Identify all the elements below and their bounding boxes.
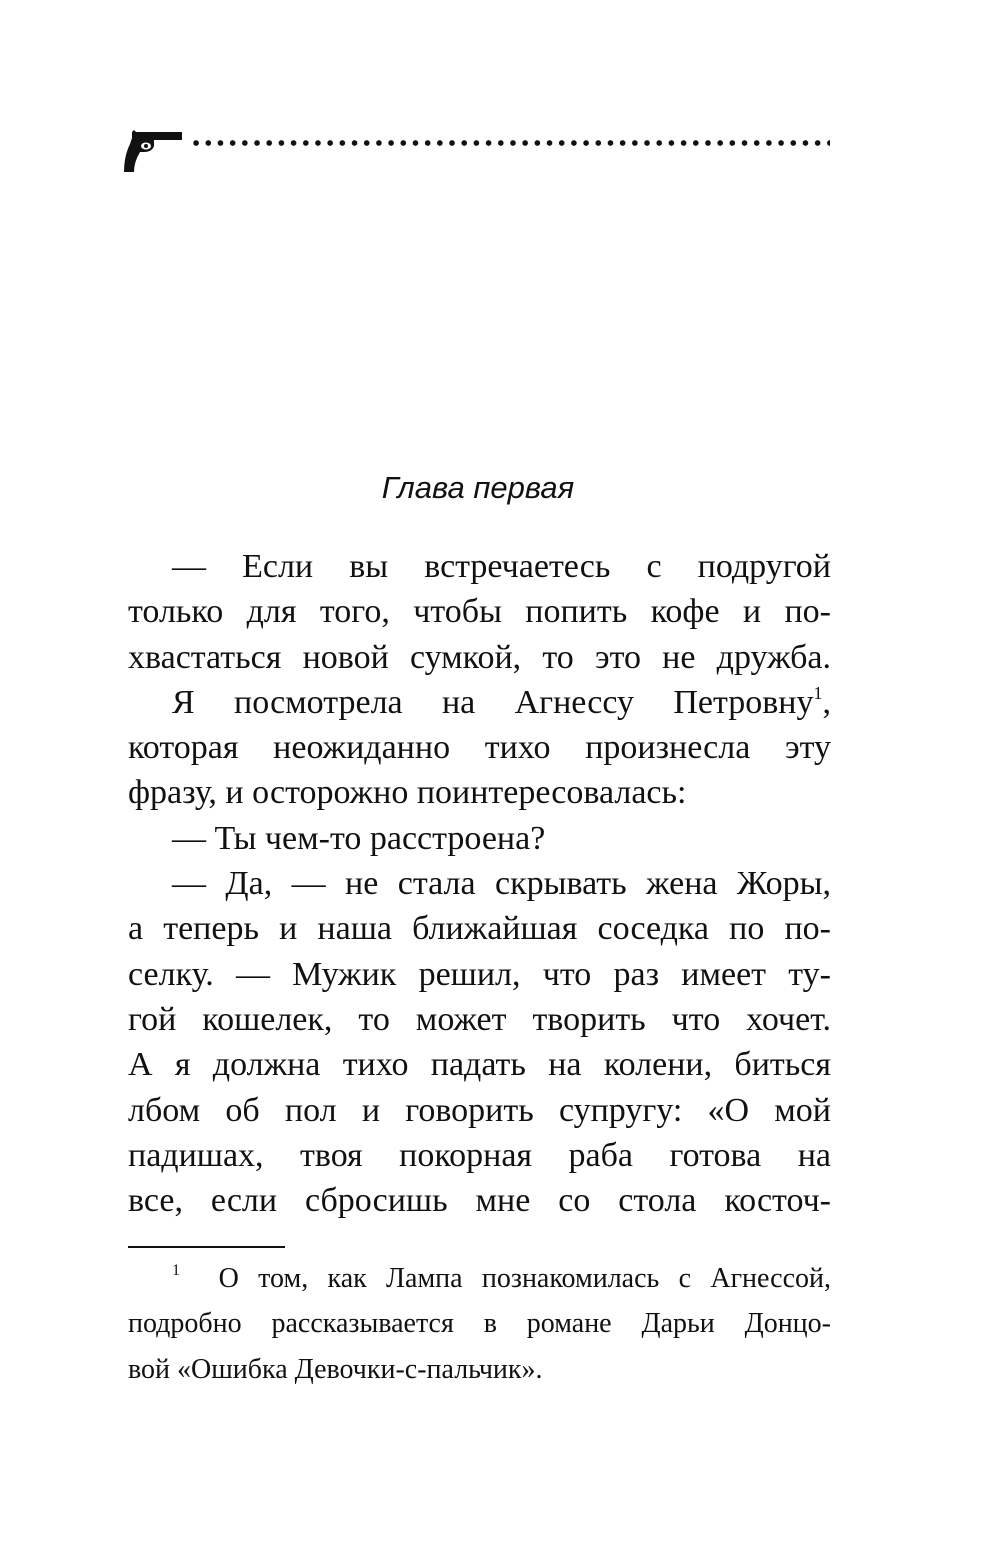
- body-text: [128, 544, 831, 1223]
- text-line: лбом об пол и говорить супругу: «О мой: [128, 1091, 831, 1129]
- dotted-line: [190, 140, 830, 146]
- text-line: — Если вы встречаетесь с подругой: [172, 548, 831, 585]
- footnote-ref[interactable]: 1: [813, 682, 823, 703]
- chapter-title: Глава первая: [381, 470, 575, 505]
- text-line: а теперь и наша ближайшая соседка по по-: [128, 910, 831, 948]
- footnote-line: $^1$ О том, как Лампа познакомилась с Агнессой,: [172, 1262, 831, 1294]
- text-line: А я должна тихо падать на колени, биться: [128, 1046, 831, 1084]
- text-line: все, если сбросишь мне со стола косточ-: [128, 1182, 831, 1220]
- text-line: фразу, и осторожно поинтересовалась:: [128, 774, 687, 812]
- text-line: падишах, твоя покорная раба готова на: [128, 1136, 831, 1174]
- text-line: — Да, — не стала скрывать жена Жоры,: [172, 865, 831, 903]
- revolver-icon: [124, 126, 194, 176]
- text-line: только для того, чтобы попить кофе и по-: [128, 593, 831, 631]
- page-header-ornament: [124, 126, 834, 176]
- text-line: — Ты чем-то расстроена?: [172, 819, 546, 857]
- footnote-line: вой «Ошибка Девочки-с-пальчик».: [128, 1353, 543, 1385]
- footnote-marker: 1: [172, 1262, 180, 1279]
- text-line: селку. — Мужик решил, что раз имеет ту-: [128, 955, 831, 993]
- footnote: [128, 1258, 831, 1394]
- footnote-line: подробно рассказывается в романе Дарьи Донцо-: [128, 1308, 831, 1340]
- text-line: Я посмотрела на Агнессу Петровну$^1$,: [172, 682, 831, 721]
- text-line: гой кошелек, то может творить что хочет.: [128, 1000, 831, 1038]
- text-line: хвастаться новой сумкой, то это не дружба.: [128, 638, 831, 676]
- text-line: которая неожиданно тихо произнесла эту: [128, 729, 831, 767]
- footnote-divider: [128, 1246, 285, 1248]
